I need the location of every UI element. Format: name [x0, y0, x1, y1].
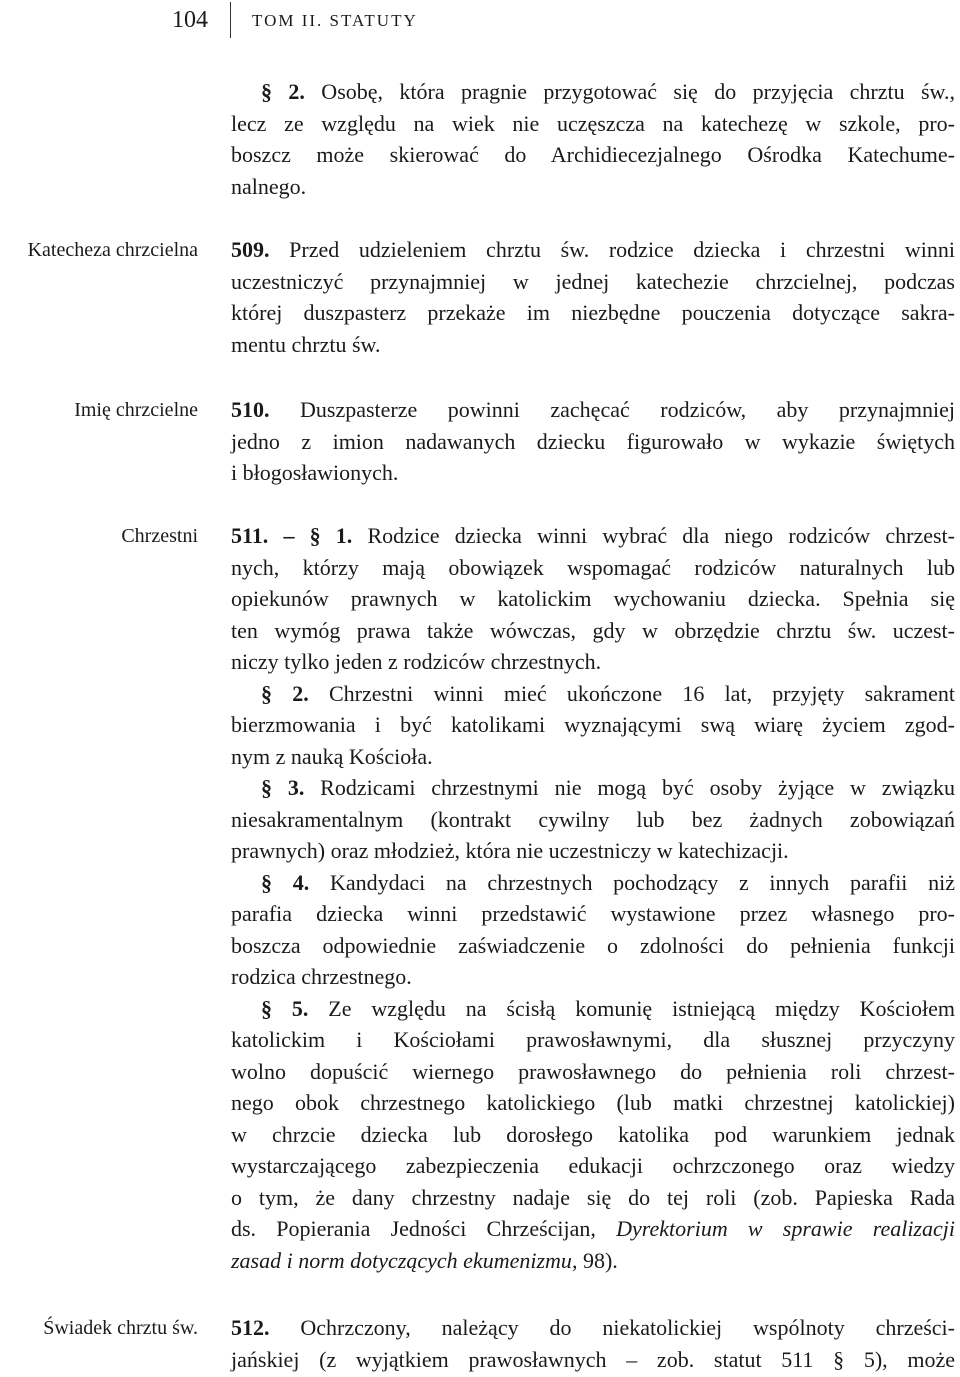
paragraph-508-2: § 2. Osobę, która pragnie przygotować się do przyjęcia chrztu św., lecz ze względu na wiek nie uczęszcza na katechezę w szkole, pro- boszcz może skierować do Archidiecezjalnego Ośrodka Katechume- nalnego.: [231, 79, 956, 199]
statute-number: 512.: [231, 1315, 270, 1340]
statute-number: 510.: [231, 397, 270, 422]
page-number: 104: [172, 7, 208, 33]
document-title: Dyrektorium w sprawie realizacji: [616, 1216, 955, 1241]
paragraph-511-5: § 5. Ze względu na ścisłą komunię istniejącą między Kościołem katolickim i Kościołami prawosławnymi, dla słusznej przyczyny wolno dopuścić wiernego prawosławnego do pełnienia roli chrzest- nego obok chrzestnego katolickiego (lub matki chrzestnej katolickiej) w chrzcie dziecka lub dorosłego katolika pod warunkiem jednak wystarczającego zabezpieczenia edukacji ochrzczonego oraz wiedzy o tym, że dany chrzestny nadaje się do tej roli (zob. Papieska Rada ds. Popierania Jedności Chrześcijan, Dyrektorium w sprawie realizacji zasad i norm dotyczących ekumenizmu, 98).: [231, 995, 955, 1273]
margin-note-godparents: Chrzestni: [121, 525, 198, 547]
section-number: § 4.: [261, 869, 310, 895]
running-title: TOM II. STATUTY: [252, 11, 418, 30]
margin-note-name: Imię chrzcielne: [74, 399, 198, 421]
document-title: zasad i norm dotyczących ekumenizmu: [231, 1247, 572, 1273]
paragraph-511-2: § 2. Chrzestni winni mieć ukończone 16 lat, przyjęty sakrament bierzmowania i być katolikami wyznającymi swą wiarę życiem zgod- nym z nauką Kościoła.: [231, 680, 956, 769]
paragraph-512: 512. Ochrzczony, należący do niekatolickiej wspólnoty chrześci- jańskiej (z wyjątkiem prawosławnych – zob. statut 511 § 5), może: [231, 1315, 955, 1372]
header-divider: [230, 2, 231, 38]
paragraph-511: [231, 520, 955, 1276]
section-number: § 3.: [261, 775, 305, 800]
statute-number: 511. – § 1.: [231, 523, 353, 548]
paragraph-511-4: § 4. Kandydaci na chrzestnych pochodzący z innych parafii niż parafia dziecka winni przedstawić wystawione przez własnego pro- boszcza odpowiednie zaświadczenie o zdolności do pełnienia funkcji rodzica chrzestnego.: [231, 869, 955, 989]
paragraph-511-1: 511. – § 1. Rodzice dziecka winni wybrać dla niego rodziców chrzest- nych, którzy mają obowiązek wspomagać rodziców naturalnych lub opiekunów prawnych w katolickim wychowaniu dziecka. Spełnia się ten wymóg prawa także wówczas, gdy w obrzędzie chrztu św. uczest- niczy tylko jeden z rodziców chrzestnych.: [231, 523, 955, 674]
paragraph-510: 510. Duszpasterze powinni zachęcać rodziców, aby przynajmniej jedno z imion nadawanych dziecku figurowało w wykazie świętych i błogosławionych.: [231, 397, 955, 485]
section-number: § 2.: [261, 680, 309, 706]
statute-number: 509.: [231, 237, 270, 262]
paragraph-511-3: § 3. Rodzicami chrzestnymi nie mogą być osoby żyjące w związku niesakramentalnym (kontrakt cywilny lub bez żadnych zobowiązań prawnych) oraz młodzież, która nie uczestniczy w katechizacji.: [231, 775, 955, 863]
page-header: [0, 0, 960, 40]
paragraph-509: 509. Przed udzieleniem chrztu św. rodzice dziecka i chrzestni winni uczestniczyć przynajmniej w jednej katechezie chrzcielnej, podczas której duszpasterz przekaże im niezbędne pouczenia dotyczące sakra- mentu chrztu św.: [231, 237, 955, 357]
margin-note-catechesis: Katecheza chrzcielna: [27, 239, 198, 261]
section-number: § 2.: [261, 79, 305, 104]
margin-note-witness: Świadek chrztu św.: [43, 1317, 198, 1339]
section-number: § 5.: [261, 995, 309, 1021]
